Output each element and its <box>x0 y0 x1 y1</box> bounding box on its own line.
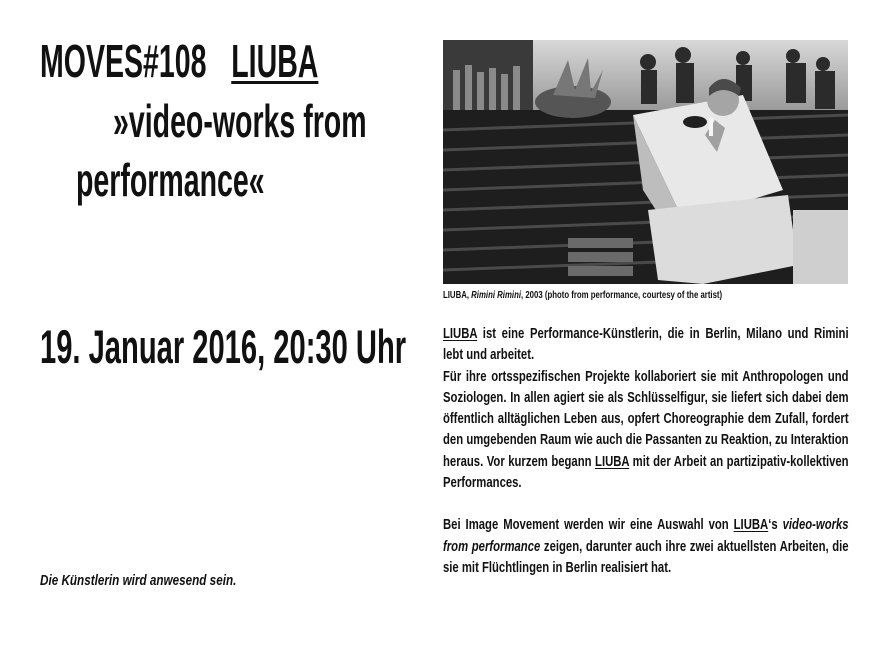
artist-presence-note: Die Künstlerin wird anwesend sein. <box>40 572 237 589</box>
text-span: Bei Image Movement werden wir eine Auswahl von <box>443 517 734 534</box>
artist-name-link[interactable]: LIUBA <box>443 326 478 342</box>
paragraph-program <box>443 515 849 579</box>
works-title: video-works from performance <box>443 517 849 555</box>
caption-details: , 2003 (photo from performance, courtesy of the artist) <box>521 290 723 301</box>
subtitle-line-2: performance« <box>76 154 265 206</box>
text-span: Für ihre ortsspezifischen Projekte kollaboriert sie mit Anthropologen und Soziologen. In allen agiert sie als Schlüsselfigur, sie liefert sich dabei dem öffentlich alltäglichen Leben aus, opfert Choreographie dem Zufall, fordert den umgebenden Raum wie auch die Passanten zu Reaktion, zu Interaktion heraus. Vor kurzem begann <box>443 368 849 470</box>
performance-photo <box>443 40 848 284</box>
subtitle-line-1: »video-works from <box>113 95 367 147</box>
text-span: mit der Arbeit an partizipativ-kollektiven Performances. <box>443 453 849 492</box>
caption-work-title: Rimini Rimini <box>471 290 522 301</box>
artist-name-link[interactable]: LIUBA <box>231 35 319 87</box>
text-span: zeigen, darunter auch ihre zwei aktuellsten Arbeiten, die sie mit Flüchtlingen in Berlin realisiert hat. <box>443 538 849 576</box>
artist-name-link[interactable]: LIUBA <box>595 453 630 470</box>
description-text <box>443 324 849 579</box>
paragraph-intro <box>443 324 849 494</box>
text-span: ‘s <box>768 517 783 534</box>
series-label: MOVES#108 <box>40 35 207 87</box>
artist-name-link[interactable]: LIUBA <box>733 517 769 534</box>
photo-caption <box>443 290 722 301</box>
text-span: ist eine Performance-Künstlerin, die in Berlin, Milano und Rimini lebt und arbeitet. <box>443 326 849 364</box>
page-title <box>40 35 319 87</box>
photo-illustration <box>443 40 848 284</box>
event-date: 19. Januar 2016, 20:30 Uhr <box>40 320 407 373</box>
caption-artist: LIUBA, <box>443 290 472 301</box>
